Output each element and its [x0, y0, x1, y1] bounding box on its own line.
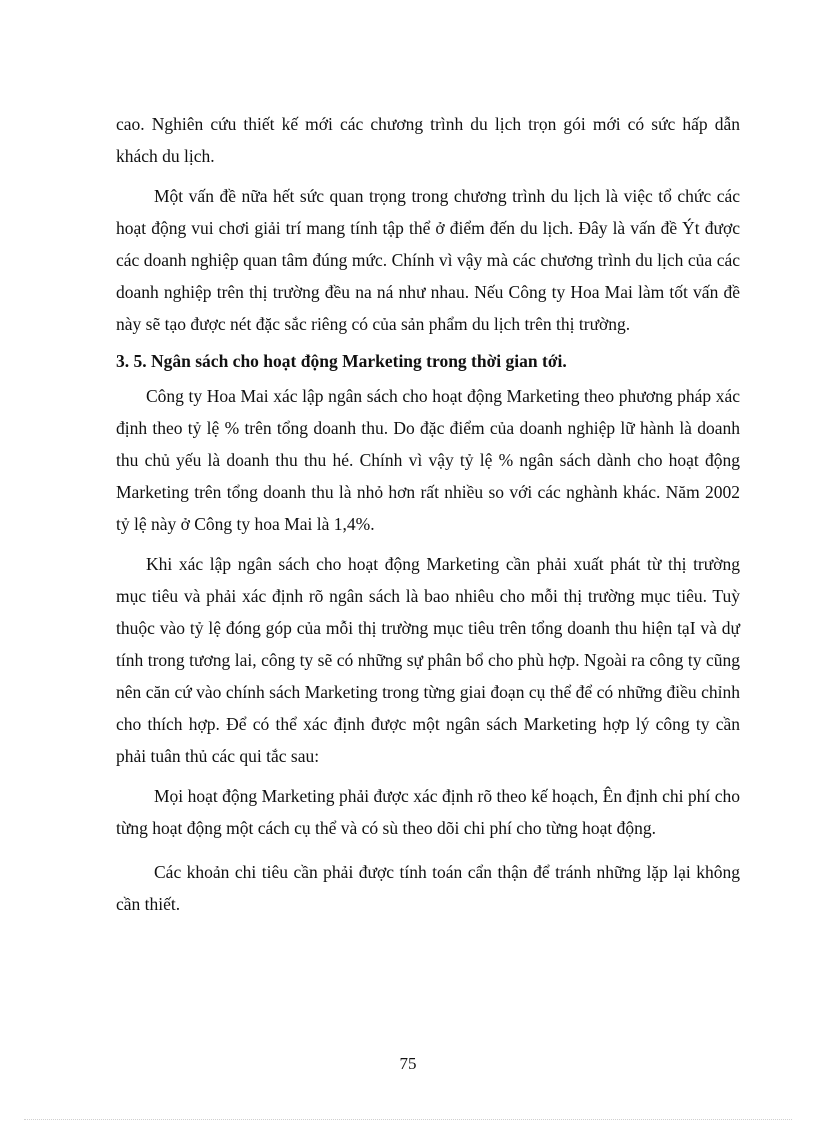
section-heading: 3. 5. Ngân sách cho hoạt động Marketing trong thời gian tới. — [116, 351, 567, 371]
paragraph-6: Các khoản chi tiêu cần phải được tính toán cẩn thận để tránh những lặp lại không cần thiết. — [116, 862, 740, 914]
page-bottom-divider — [24, 1119, 792, 1120]
paragraph-5: Mọi hoạt động Marketing phải được xác định rõ theo kế hoạch, Ên định chi phí cho từng hoạt động một cách cụ thể và có sù theo dõi chi phí cho từng hoạt động. — [116, 786, 740, 838]
paragraph-2: Một vấn đề nữa hết sức quan trọng trong chương trình du lịch là việc tổ chức các hoạt động vui chơi giải trí mang tính tập thể ở điểm đến du lịch. Đây là vấn đề Ýt được các doanh nghiệp quan tâm đúng mức. Chính vì vậy mà các chương trình du lịch của các doanh nghiệp trên thị trường đều na ná như nhau. Nếu Công ty Hoa Mai làm tốt vấn đề này sẽ tạo được nét đặc sắc riêng có của sản phẩm du lịch trên thị trường. — [116, 186, 740, 334]
paragraph-3: Công ty Hoa Mai xác lập ngân sách cho hoạt động Marketing theo phương pháp xác định theo tỷ lệ % trên tổng doanh thu. Do đặc điểm của doanh nghiệp lữ hành là doanh thu chủ yếu là doanh thu thu hé. Chính vì vậy tỷ lệ % ngân sách dành cho hoạt động Marketing trên tổng doanh thu là nhỏ hơn rất nhiều so với các nghành khác. Năm 2002 tỷ lệ này ở Công ty hoa Mai là 1,4%. — [116, 386, 740, 534]
paragraph-1: cao. Nghiên cứu thiết kế mới các chương trình du lịch trọn gói mới có sức hấp dẫn khách du lịch. — [116, 114, 740, 166]
page-body — [116, 108, 740, 920]
page-number: 75 — [399, 1054, 417, 1073]
paragraph-4: Khi xác lập ngân sách cho hoạt động Marketing cần phải xuất phát từ thị trường mục tiêu và phải xác định rõ ngân sách là bao nhiêu cho mỗi thị trường mục tiêu. Tuỳ thuộc vào tỷ lệ đóng góp của mỗi thị trường mục tiêu trên tổng doanh thu hiện tạI và dự tính trong tương lai, công ty sẽ có những sự phân bổ cho phù hợp. Ngoài ra công ty cũng nên căn cứ vào chính sách Marketing trong từng giai đoạn cụ thể để có những điều chỉnh cho thích hợp. Để có thể xác định được một ngân sách Marketing hợp lý công ty cần phải tuân thủ các qui tắc sau: — [116, 554, 740, 766]
